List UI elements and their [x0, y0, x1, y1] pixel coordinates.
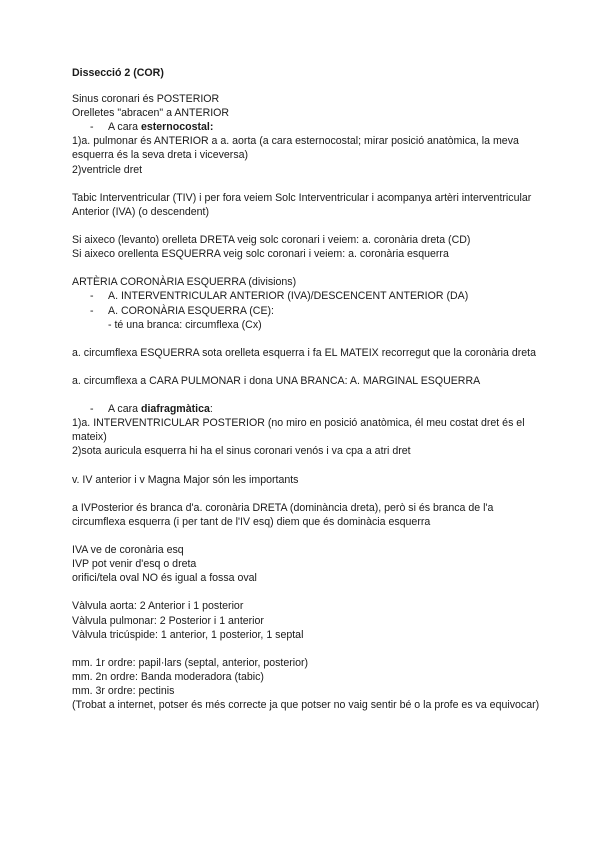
spacer — [72, 219, 542, 233]
note-line: mm. 2n ordre: Banda moderadora (tabic) — [72, 670, 264, 683]
note-line: Vàlvula pulmonar: 2 Posterior i 1 anterior — [72, 614, 264, 627]
note-line: a IVPosterior és branca d'a. coronària DRETA (dominància dreta), però si és branca de l'a circumflexa esquerra (i per tant de l'IV esq) diem que és dominàcia esquerra — [72, 501, 494, 528]
bullet-item — [72, 402, 542, 416]
spacer — [72, 529, 542, 543]
note-line: a. circumflexa a CARA PULMONAR i dona UNA BRANCA: A. MARGINAL ESQUERRA — [72, 374, 481, 387]
note-line: orifici/tela oval NO és igual a fossa oval — [72, 572, 257, 585]
bullet-bold-text: esternocostal: — [140, 121, 214, 134]
note-line: a. circumflexa ESQUERRA sota orelleta esquerra i fa EL MATEIX recorregut que la coronària dreta — [72, 346, 536, 359]
note-line: Sinus coronari és POSTERIOR — [72, 93, 220, 106]
spacer — [72, 388, 542, 402]
note-line: mm. 1r ordre: papil·lars (septal, anterior, posterior) — [72, 656, 309, 669]
bullet-text: A cara — [108, 403, 141, 416]
spacer — [72, 642, 542, 656]
note-line: 2)ventricle dret — [72, 163, 143, 176]
spacer — [72, 261, 542, 275]
spacer — [72, 487, 542, 501]
note-line: Tabic Interventricular (TIV) i per fora veiem Solc Interventricular i acompanya artèri interventricular Anterior (IVA) (o descendent) — [72, 191, 532, 218]
bullet-text: : — [209, 403, 213, 416]
bullet-bold-text: diafragmàtica — [140, 403, 210, 416]
spacer — [72, 585, 542, 599]
note-line: Vàlvula aorta: 2 Anterior i 1 posterior — [72, 600, 244, 613]
bullet-item — [72, 120, 542, 134]
bullet-item: - A. INTERVENTRICULAR ANTERIOR (IVA)/DESCENCENT ANTERIOR (DA) — [72, 289, 542, 303]
note-line: Orelletes "abracen" a ANTERIOR — [72, 107, 230, 120]
note-line: v. IV anterior i v Magna Major són les importants — [72, 473, 299, 486]
bullet-item: - A. CORONÀRIA ESQUERRA (CE): — [72, 304, 542, 318]
spacer — [72, 177, 542, 191]
note-line: 1)a. pulmonar és ANTERIOR a a. aorta (a cara esternocostal; mirar posició anatòmica, la meva esquerra és la seva dreta i viceversa) — [72, 135, 519, 162]
note-line: IVA ve de coronària esq — [72, 544, 184, 557]
note-line: IVP pot venir d'esq o dreta — [72, 558, 197, 571]
note-line: mm. 3r ordre: pectinis — [72, 685, 175, 698]
sub-item: - té una branca: circumflexa (Cx) — [108, 318, 262, 331]
note-line: ARTÈRIA CORONÀRIA ESQUERRA (divisions) — [72, 276, 297, 289]
spacer — [72, 360, 542, 374]
note-line: 1)a. INTERVENTRICULAR POSTERIOR (no miro en posició anatòmica, él meu costat dret és el mateix) — [72, 417, 525, 444]
document-title: Dissecció 2 (COR) — [72, 67, 164, 79]
note-line: Si aixeco (levanto) orelleta DRETA veig solc coronari i veiem: a. coronària dreta (CD) — [72, 234, 471, 247]
note-line: Si aixeco orellenta ESQUERRA veig solc coronari i veiem: a. coronària esquerra — [72, 248, 449, 261]
spacer — [72, 459, 542, 473]
spacer — [72, 332, 542, 346]
note-line: (Trobat a internet, potser és més correcte ja que potser no vaig sentir bé o la profe es va equivocar) — [72, 699, 540, 712]
bullet-text: A cara — [108, 121, 141, 134]
note-line: 2)sota auricula esquerra hi ha el sinus coronari venós i va cpa a atri dret — [72, 445, 411, 458]
document-body — [72, 66, 542, 712]
note-line: Vàlvula tricúspide: 1 anterior, 1 posterior, 1 septal — [72, 628, 304, 641]
